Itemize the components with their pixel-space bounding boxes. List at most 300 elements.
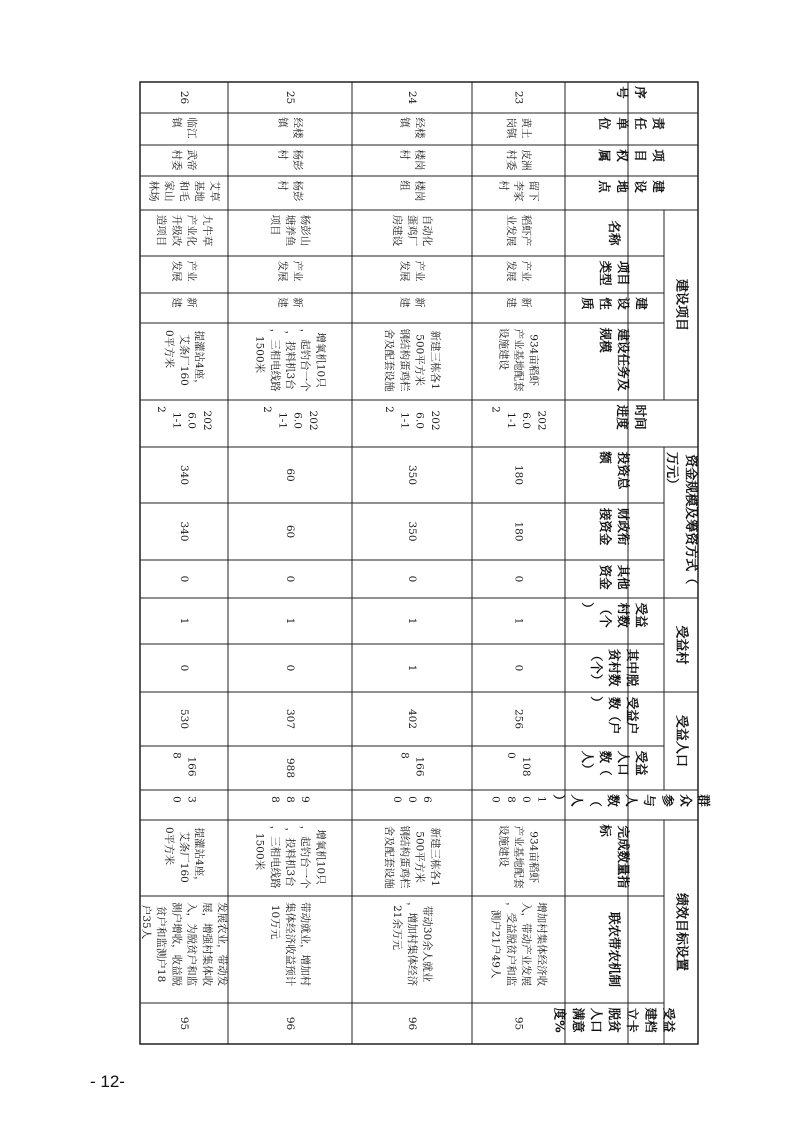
- svg-text:类型: 类型: [597, 260, 613, 286]
- svg-text:0: 0: [512, 664, 525, 672]
- svg-text:造项目: 造项目: [155, 214, 168, 247]
- svg-text:额: 额: [597, 451, 613, 464]
- table-cell: [513, 665, 525, 672]
- svg-text:，三相电线路: ，三相电线路: [268, 825, 281, 889]
- svg-text:人口: 人口: [588, 1007, 604, 1033]
- svg-text:增氧机10只: 增氧机10只: [314, 332, 327, 388]
- svg-text:村: 村: [497, 180, 510, 191]
- table-cell: [163, 827, 206, 887]
- svg-text:钢结构蛋鸡栏: 钢结构蛋鸡栏: [398, 328, 411, 392]
- svg-text:350: 350: [406, 464, 418, 486]
- svg-text:塘养鱼: 塘养鱼: [284, 214, 296, 247]
- table-cell: [383, 826, 442, 889]
- svg-text:任: 任: [633, 117, 649, 130]
- svg-text:名称: 名称: [607, 220, 622, 246]
- group-population: [674, 715, 690, 767]
- svg-text:户35人: 户35人: [139, 904, 152, 940]
- svg-text:，投料机3台: ，投料机3台: [284, 827, 296, 887]
- table-cell: [178, 465, 190, 485]
- svg-text:数（: 数（: [597, 750, 613, 776]
- header-6: [580, 296, 649, 310]
- svg-text:镇: 镇: [398, 117, 411, 128]
- group-villages: [674, 625, 690, 664]
- svg-text:项目: 项目: [268, 214, 281, 236]
- svg-text:发展农业，带动发: 发展农业，带动发: [216, 902, 229, 987]
- svg-text:）: ）: [588, 696, 604, 709]
- svg-text:人: 人: [569, 794, 585, 807]
- svg-text:受益: 受益: [634, 750, 650, 776]
- svg-text:产业: 产业: [185, 260, 198, 282]
- svg-text:受益: 受益: [661, 1007, 677, 1033]
- svg-text:责: 责: [651, 117, 667, 130]
- svg-text:1-1: 1-1: [504, 412, 517, 429]
- svg-text:202: 202: [306, 410, 319, 431]
- svg-text:166: 166: [413, 756, 426, 777]
- svg-text:6.0: 6.0: [291, 412, 304, 429]
- table-cell: [513, 618, 525, 625]
- svg-text:村委: 村委: [504, 149, 517, 171]
- svg-text:家山: 家山: [162, 180, 175, 202]
- svg-text:组: 组: [398, 180, 411, 191]
- svg-text:产业化: 产业化: [185, 214, 198, 247]
- svg-text:村: 村: [276, 149, 289, 160]
- table-cell: [140, 902, 229, 986]
- table-cell: [254, 329, 328, 392]
- svg-text:95: 95: [512, 1016, 525, 1031]
- svg-text:202: 202: [535, 410, 548, 431]
- svg-text:群: 群: [696, 794, 712, 807]
- svg-text:新: 新: [185, 297, 198, 308]
- svg-text:其他: 其他: [616, 564, 632, 590]
- table-cell: [513, 576, 525, 583]
- header-14: [589, 696, 640, 734]
- table-cell: [505, 150, 533, 171]
- svg-text:设施建设: 设施建设: [497, 825, 510, 868]
- table-cell: [276, 117, 304, 139]
- table-cell: [170, 150, 198, 171]
- table-cell: [505, 118, 533, 140]
- svg-text:业发展: 业发展: [504, 214, 517, 247]
- svg-text:0: 0: [284, 664, 296, 672]
- svg-text:0: 0: [406, 796, 418, 803]
- svg-text:0: 0: [520, 796, 533, 803]
- table-cell: [398, 149, 426, 170]
- table-cell: [261, 406, 319, 430]
- svg-text:96: 96: [284, 1016, 296, 1031]
- header-15: [580, 751, 649, 777]
- svg-text:10万元: 10万元: [268, 904, 281, 940]
- svg-text:项: 项: [651, 149, 667, 162]
- svg-text:0平方米: 0平方米: [162, 826, 175, 866]
- header-9: [598, 450, 631, 490]
- table-cell: [490, 796, 548, 803]
- svg-text:1500米: 1500米: [253, 335, 266, 374]
- svg-text:设: 设: [616, 297, 632, 310]
- table-cell: [284, 468, 296, 481]
- table-cell: [406, 1017, 418, 1031]
- svg-text:接资金: 接资金: [597, 507, 613, 546]
- svg-text:序: 序: [633, 86, 649, 99]
- table-cell: [497, 328, 540, 392]
- header-18: [607, 912, 622, 988]
- svg-text:发展: 发展: [170, 260, 183, 282]
- table-cell: [391, 796, 433, 803]
- svg-text:6: 6: [421, 796, 434, 803]
- svg-text:受益: 受益: [634, 602, 650, 628]
- table-cell: [383, 406, 441, 430]
- table-cell: [284, 576, 296, 583]
- table-cell: [513, 521, 525, 541]
- group-funds: [664, 452, 699, 584]
- svg-text:入，为脱贫户和监: 入，为脱贫户和监: [185, 902, 198, 987]
- svg-text:500平方米: 500平方米: [413, 334, 426, 386]
- svg-text:其中脱: 其中脱: [625, 648, 641, 687]
- svg-text:蛋鸡厂: 蛋鸡厂: [406, 214, 418, 247]
- svg-text:0: 0: [178, 664, 190, 672]
- svg-text:1-1: 1-1: [276, 412, 289, 429]
- svg-text:1-1: 1-1: [398, 412, 411, 429]
- svg-text:标: 标: [597, 824, 613, 837]
- svg-text:96: 96: [406, 1016, 418, 1031]
- table-cell: [406, 665, 418, 672]
- svg-text:杨彭: 杨彭: [291, 180, 304, 202]
- svg-text:）: ）: [579, 602, 595, 615]
- svg-text:934亩稻虾: 934亩稻虾: [527, 334, 540, 386]
- svg-text:带动就业，增加村: 带动就业，增加村: [299, 902, 312, 987]
- svg-text:性: 性: [597, 297, 613, 310]
- table-cell: [170, 297, 197, 308]
- table-cell: [178, 91, 190, 105]
- svg-text:6.0: 6.0: [185, 412, 198, 429]
- svg-text:988: 988: [284, 757, 296, 779]
- svg-text:（: （: [587, 794, 603, 807]
- svg-text:村委: 村委: [170, 149, 183, 171]
- svg-text:数: 数: [605, 794, 621, 807]
- svg-text:楼岗: 楼岗: [413, 180, 426, 202]
- group-performance: [674, 893, 690, 971]
- svg-text:镇: 镇: [170, 117, 183, 128]
- svg-text:度%: 度%: [552, 1007, 568, 1033]
- svg-text:0: 0: [178, 575, 190, 583]
- svg-text:人）: 人）: [579, 750, 595, 776]
- table-cell: [178, 1017, 190, 1030]
- svg-text:0: 0: [406, 575, 418, 583]
- svg-text:402: 402: [406, 708, 418, 730]
- svg-text:带动30余人就业: 带动30余人就业: [421, 905, 434, 983]
- table-cell: [276, 261, 304, 282]
- svg-text:1: 1: [406, 664, 418, 672]
- svg-text:村: 村: [398, 149, 411, 160]
- header-3: [597, 179, 666, 193]
- svg-text:建: 建: [504, 297, 517, 308]
- svg-text:设施建设: 设施建设: [497, 328, 510, 371]
- svg-text:入，带动产业发展: 入，带动产业发展: [520, 902, 533, 987]
- svg-text:增氧机10只: 增氧机10只: [314, 829, 327, 885]
- svg-text:展，增强村集体收: 展，增强村集体收: [200, 902, 213, 987]
- svg-text:6.0: 6.0: [520, 412, 533, 429]
- svg-text:提灌站4座，: 提灌站4座，: [193, 330, 206, 390]
- svg-text:产业: 产业: [291, 260, 304, 282]
- svg-text:村数: 村数: [616, 602, 632, 628]
- svg-text:舍及配套设施: 舍及配套设施: [383, 825, 396, 889]
- group-construction: [674, 278, 690, 331]
- svg-text:自动化: 自动化: [421, 214, 434, 247]
- svg-text:26: 26: [178, 90, 190, 105]
- svg-text:25: 25: [284, 90, 296, 105]
- svg-text:1500米: 1500米: [253, 832, 266, 871]
- svg-text:6.0: 6.0: [413, 412, 426, 429]
- table-cell: [398, 297, 425, 308]
- svg-text:点: 点: [596, 180, 612, 193]
- header-19: [553, 1007, 677, 1034]
- table-cell: [276, 297, 303, 308]
- table-cell: [170, 117, 198, 139]
- svg-text:建: 建: [651, 180, 667, 193]
- svg-text:8: 8: [284, 796, 296, 803]
- svg-text:0: 0: [284, 575, 296, 583]
- svg-text:林场: 林场: [147, 180, 160, 202]
- table-cell: [398, 261, 426, 282]
- table-cell: [269, 215, 312, 247]
- table-cell: [398, 180, 426, 201]
- svg-text:建设任务及: 建设任务及: [616, 328, 632, 392]
- svg-text:受益户: 受益户: [625, 696, 641, 735]
- svg-text:1: 1: [284, 617, 296, 625]
- header-2: [597, 148, 666, 162]
- svg-text:艾条厂160: 艾条厂160: [178, 334, 190, 386]
- svg-text:建: 建: [276, 297, 289, 308]
- svg-text:联农带农机制: 联农带农机制: [607, 911, 622, 988]
- svg-text:镇: 镇: [276, 117, 289, 128]
- svg-text:60: 60: [284, 468, 296, 482]
- table-cell: [178, 521, 190, 541]
- svg-text:0平方米: 0平方米: [162, 329, 175, 369]
- table-cell: [284, 91, 296, 104]
- svg-text:8: 8: [268, 796, 281, 803]
- svg-text:108: 108: [520, 756, 533, 777]
- svg-text:财政衔: 财政衔: [616, 507, 632, 546]
- svg-text:稻虾产: 稻虾产: [520, 214, 533, 247]
- svg-text:3: 3: [185, 796, 198, 803]
- svg-text:新建三栋各1: 新建三栋各1: [428, 827, 441, 887]
- table-cell: [383, 329, 442, 392]
- header-8: [615, 404, 648, 431]
- svg-text:1: 1: [535, 796, 548, 803]
- header-4: [607, 220, 622, 246]
- svg-text:众: 众: [678, 794, 694, 807]
- svg-text:产业: 产业: [413, 260, 426, 282]
- header-7: [598, 327, 631, 392]
- svg-text:进度: 进度: [614, 404, 630, 430]
- svg-text:8: 8: [170, 752, 183, 759]
- svg-text:艾条厂160: 艾条厂160: [178, 831, 190, 883]
- svg-text:杨彭: 杨彭: [291, 149, 304, 171]
- svg-text:人: 人: [624, 794, 639, 807]
- svg-text:升级改: 升级改: [170, 214, 183, 247]
- svg-text:楼岗: 楼岗: [413, 149, 426, 171]
- header-12: [580, 602, 649, 628]
- table-cell: [398, 117, 426, 139]
- svg-text:166: 166: [185, 756, 198, 777]
- table-cell: [276, 180, 304, 202]
- svg-text:180: 180: [512, 521, 525, 542]
- svg-text:24: 24: [406, 90, 418, 105]
- table-cell: [163, 330, 206, 390]
- svg-text:脱贫: 脱贫: [607, 1007, 622, 1033]
- svg-text:贫村数: 贫村数: [607, 648, 622, 687]
- table-cell: [505, 297, 532, 308]
- table-cell: [284, 665, 296, 672]
- svg-text:村: 村: [276, 180, 289, 191]
- svg-text:建: 建: [634, 297, 650, 310]
- svg-text:号: 号: [614, 86, 630, 99]
- svg-text:和毛: 和毛: [178, 180, 190, 202]
- header-5: [598, 261, 631, 287]
- svg-text:256: 256: [512, 708, 525, 730]
- table-cell: [513, 91, 525, 104]
- svg-text:，投料机3台: ，投料机3台: [284, 330, 296, 390]
- svg-text:贫户和监测户18: 贫户和监测户18: [155, 905, 168, 983]
- header-11: [598, 565, 631, 591]
- svg-text:新: 新: [520, 297, 533, 308]
- header-17: [598, 823, 631, 888]
- svg-text:500平方米: 500平方米: [413, 831, 426, 883]
- svg-text:180: 180: [512, 464, 525, 486]
- svg-text:8: 8: [398, 752, 411, 759]
- svg-text:1: 1: [406, 617, 418, 625]
- svg-text:单: 单: [614, 117, 630, 130]
- svg-text:武帝: 武帝: [185, 149, 198, 171]
- svg-text:李家: 李家: [512, 180, 525, 202]
- table-cell: [513, 1017, 525, 1030]
- table-cell: [284, 525, 296, 538]
- svg-text:房建设: 房建设: [390, 214, 403, 247]
- svg-text:绩效目标设置: 绩效目标设置: [673, 892, 689, 972]
- svg-text:23: 23: [512, 90, 525, 105]
- header-13: [589, 649, 640, 687]
- svg-text:留下: 留下: [527, 180, 540, 202]
- svg-text:202: 202: [200, 410, 213, 431]
- table-cell: [148, 181, 222, 202]
- table-cell: [513, 465, 525, 485]
- svg-text:提灌站4座，: 提灌站4座，: [193, 827, 206, 887]
- svg-text:投资总: 投资总: [616, 451, 632, 490]
- svg-text:参: 参: [660, 794, 676, 807]
- svg-text:产业基地配套: 产业基地配套: [512, 825, 525, 889]
- svg-text:0: 0: [170, 796, 183, 803]
- svg-text:1: 1: [178, 617, 190, 625]
- svg-text:21余万元: 21余万元: [390, 905, 403, 950]
- svg-text:8: 8: [504, 796, 517, 803]
- table-cell: [505, 215, 533, 247]
- table-cell: [490, 902, 549, 986]
- svg-text:产业基地配套: 产业基地配套: [512, 328, 525, 392]
- table-cell: [178, 618, 190, 625]
- svg-text:属: 属: [596, 149, 612, 162]
- table-cell: [178, 709, 190, 729]
- table-cell: [269, 796, 311, 803]
- svg-text:0: 0: [504, 752, 517, 759]
- svg-text:发展: 发展: [398, 260, 411, 282]
- svg-text:0: 0: [489, 796, 502, 803]
- svg-text:530: 530: [178, 708, 190, 730]
- svg-text:发展: 发展: [504, 260, 517, 282]
- svg-text:受益人口: 受益人口: [673, 714, 689, 768]
- header-1: [597, 116, 666, 131]
- svg-text:满意: 满意: [570, 1007, 586, 1033]
- svg-text:，三相电线路: ，三相电线路: [268, 328, 281, 392]
- table-cell: [391, 902, 434, 986]
- svg-text:（个: （个: [597, 602, 613, 628]
- svg-text:2: 2: [489, 406, 502, 413]
- table-cell: [513, 709, 525, 729]
- table-cell: [391, 215, 434, 247]
- svg-text:产业: 产业: [520, 260, 533, 282]
- svg-text:艾草: 艾草: [208, 180, 221, 202]
- table-cell: [505, 261, 533, 282]
- svg-text:，增加村集体经济: ，增加村集体经济: [406, 902, 418, 987]
- svg-text:，起钓台一个: ，起钓台一个: [299, 328, 312, 392]
- svg-text:2: 2: [383, 406, 396, 413]
- svg-text:340: 340: [178, 521, 190, 542]
- table-cell: [284, 758, 296, 778]
- svg-text:60: 60: [284, 524, 296, 539]
- table-cell: [406, 618, 418, 625]
- svg-text:新建三栋各1: 新建三栋各1: [428, 330, 441, 390]
- svg-text:经楼: 经楼: [413, 117, 426, 139]
- table-cell: [170, 261, 198, 282]
- table-cell: [490, 406, 548, 430]
- svg-text:皮洲: 皮洲: [520, 149, 533, 171]
- svg-text:，受益脱贫户和监: ，受益脱贫户和监: [504, 902, 517, 987]
- svg-text:经楼: 经楼: [291, 117, 304, 139]
- svg-text:测户增收，收益脱: 测户增收，收益脱: [170, 902, 183, 987]
- table-cell: [178, 665, 190, 672]
- svg-text:（个）: （个）: [588, 648, 604, 687]
- svg-text:测户21户49人: 测户21户49人: [489, 909, 502, 979]
- svg-text:340: 340: [178, 464, 190, 486]
- svg-text:，起钓台一个: ，起钓台一个: [299, 825, 312, 889]
- svg-text:发展: 发展: [276, 260, 289, 282]
- svg-text:舍及配套设施: 舍及配套设施: [383, 328, 396, 392]
- table-cell: [398, 752, 425, 777]
- svg-text:项目: 项目: [616, 260, 632, 286]
- header-0: [615, 86, 648, 99]
- svg-text:地: 地: [614, 180, 630, 193]
- svg-text:建设项目: 建设项目: [673, 278, 689, 332]
- svg-text:1: 1: [512, 617, 525, 625]
- table-cell: [497, 825, 540, 889]
- table-cell: [406, 465, 418, 485]
- svg-text:0: 0: [512, 575, 525, 583]
- svg-text:完成数量指: 完成数量指: [616, 825, 632, 889]
- svg-text:时间: 时间: [633, 404, 649, 430]
- svg-text:新: 新: [291, 297, 304, 308]
- svg-text:307: 307: [284, 708, 296, 730]
- svg-text:九牛草: 九牛草: [200, 214, 213, 247]
- svg-text:设: 设: [633, 180, 649, 193]
- table-cell: [170, 752, 197, 777]
- svg-text:数（户: 数（户: [607, 696, 622, 735]
- svg-text:立卡: 立卡: [625, 1007, 641, 1033]
- table-cell: [155, 215, 214, 247]
- svg-text:建档: 建档: [643, 1007, 659, 1033]
- svg-text:934亩稻虾: 934亩稻虾: [527, 831, 540, 883]
- svg-text:临江: 临江: [185, 117, 198, 139]
- svg-text:黄土: 黄土: [520, 117, 533, 139]
- table-cell: [406, 521, 418, 541]
- svg-text:权: 权: [614, 149, 630, 162]
